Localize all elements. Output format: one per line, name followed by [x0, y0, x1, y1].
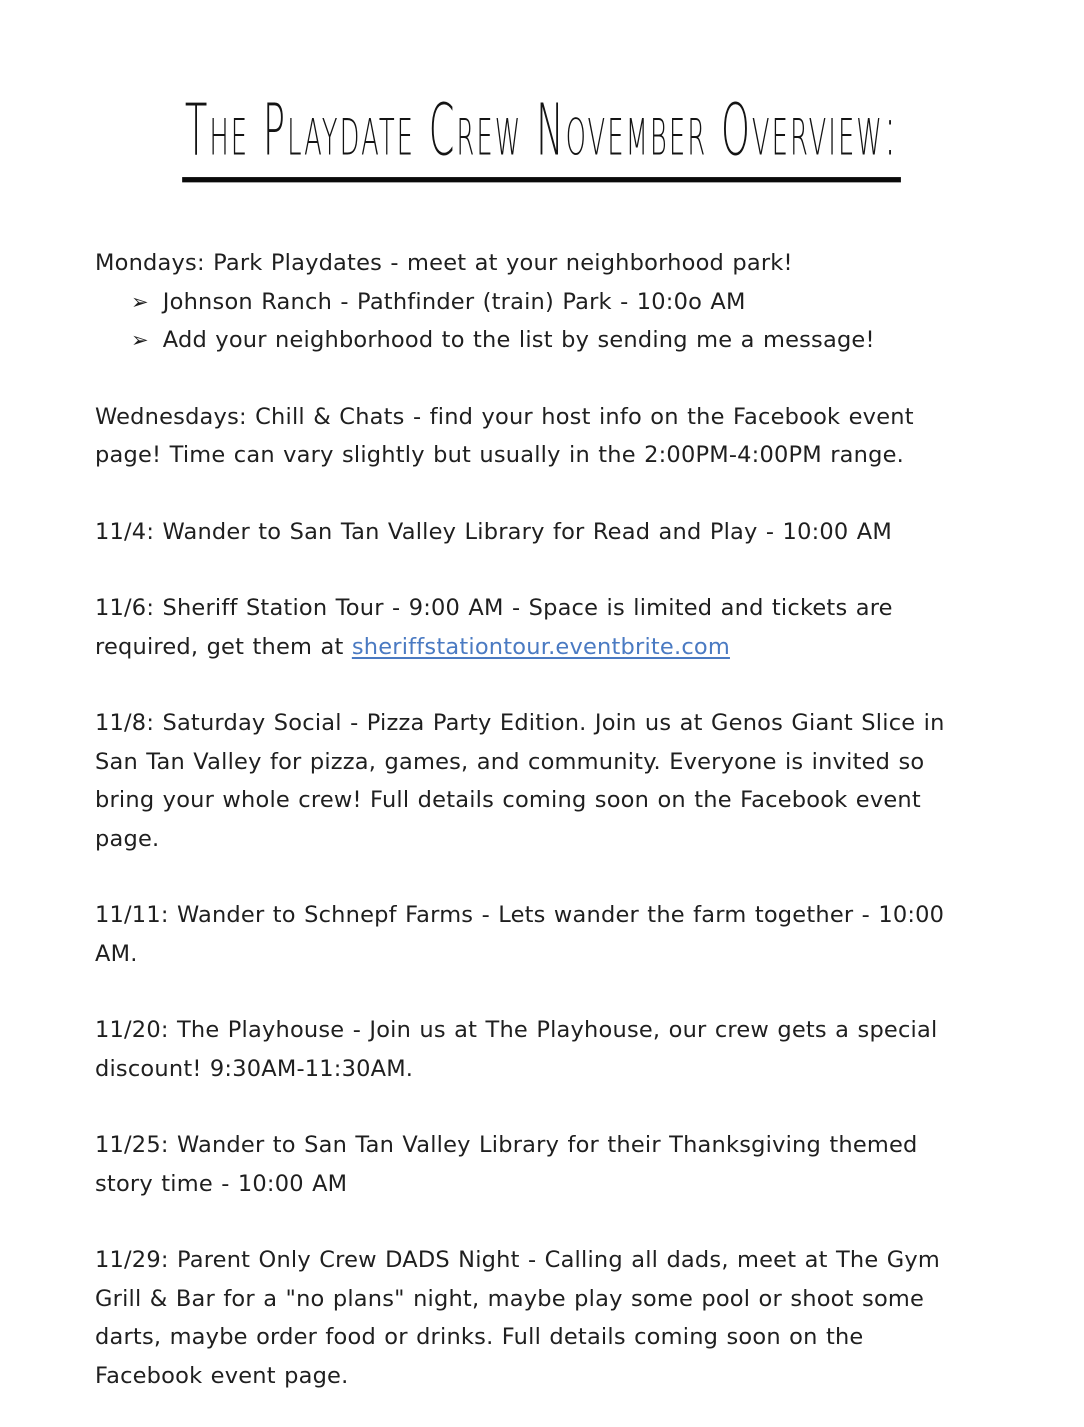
page-title: [13, 88, 1070, 172]
bullet-text-add-neighborhood: Add your neighborhood to the list by sending me a message!: [162, 327, 875, 353]
event-mondays-lead: Mondays: Park Playdates - meet at your neighborhood park!: [95, 250, 793, 276]
event-item-11-11: 11/11: Wander to Schnepf Farms - Lets wander the farm together - 10:00 AM.: [95, 902, 945, 967]
event-11-6-text: 11/6: Sheriff Station Tour - 9:00 AM - Space is limited and tickets are required, get them at: [95, 595, 893, 660]
event-item-11-20: 11/20: The Playhouse - Join us at The Playhouse, our crew gets a special discount! 9:30AM-11:30AM.: [95, 1017, 938, 1082]
title-block: [0, 88, 1084, 192]
arrow-bullet-icon: ➢: [131, 289, 149, 314]
event-item-11-4: 11/4: Wander to San Tan Valley Library for Read and Play - 10:00 AM: [95, 518, 892, 545]
list-item: [95, 283, 967, 322]
page-title-text: The Playdate Crew November Overview:: [183, 89, 902, 183]
bullet-text-johnson-ranch: Johnson Ranch - Pathfinder (train) Park - 10:0o AM: [162, 288, 746, 315]
event-item-mondays: [95, 244, 967, 360]
event-item-11-8: 11/8: Saturday Social - Pizza Party Edition. Join us at Genos Giant Slice in San Tan Valley for pizza, games, and community. Everyone is invited so bring your whole crew! Full details coming soon on the Facebook event page.: [95, 710, 945, 852]
eventbrite-link[interactable]: sheriffstationtour.eventbrite.com: [351, 633, 730, 660]
event-item-11-6: [95, 589, 967, 666]
arrow-bullet-icon: ➢: [131, 328, 149, 352]
event-item-11-25: 11/25: Wander to San Tan Valley Library for their Thanksgiving themed story time - 10:00 AM: [95, 1132, 918, 1197]
event-item-11-29: 11/29: Parent Only Crew DADS Night - Calling all dads, meet at The Gym Grill & Bar for a "no plans" night, maybe play some pool or shoot some darts, maybe order food or drinks. Full details coming soon on the Facebook event page.: [95, 1247, 941, 1389]
event-item-wednesdays: Wednesdays: Chill & Chats - find your host info on the Facebook event page! Time can vary slightly but usually in the 2:00PM-4:00PM range.: [95, 403, 914, 468]
list-item: [95, 321, 967, 360]
document-body: [95, 244, 967, 1395]
